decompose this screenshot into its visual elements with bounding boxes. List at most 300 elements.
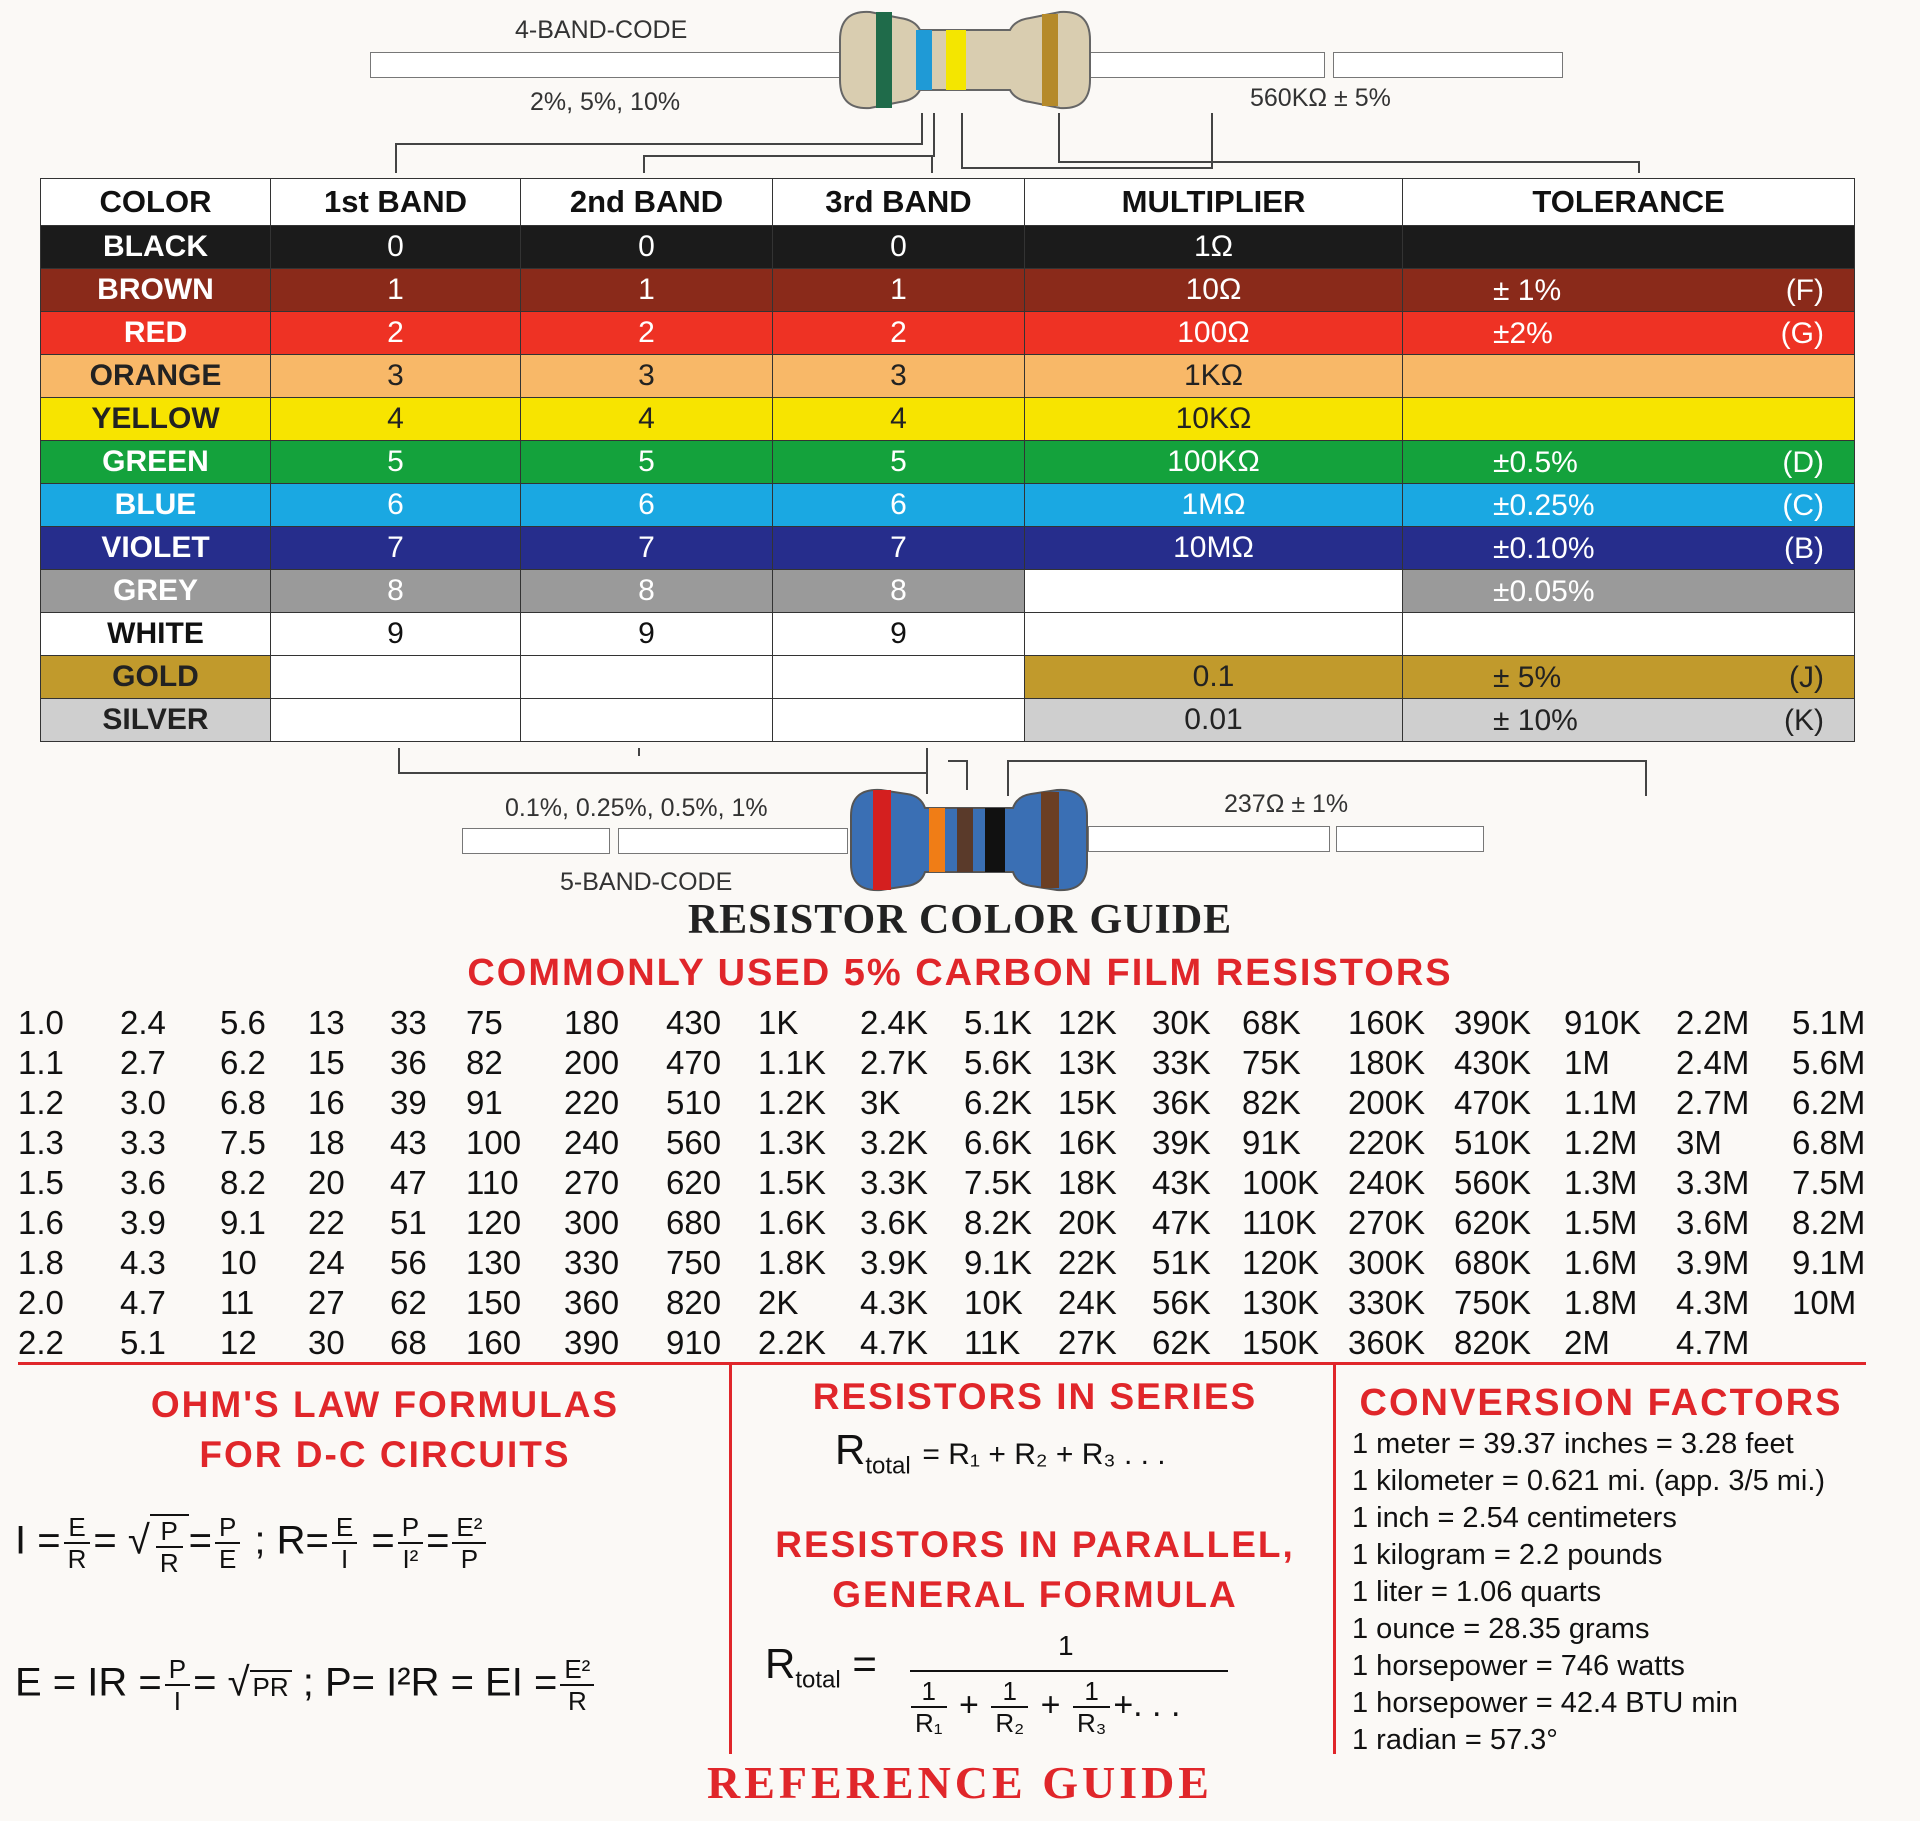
color-name: SILVER bbox=[41, 699, 271, 742]
band3-value: 5 bbox=[773, 441, 1025, 484]
resistor-value: 9.1 bbox=[220, 1204, 266, 1241]
resistor-value: 2.2M bbox=[1676, 1004, 1750, 1041]
tolerance-code: (B) bbox=[1784, 532, 1824, 565]
resistor-value: 1M bbox=[1564, 1044, 1610, 1081]
band2-value: 3 bbox=[521, 355, 773, 398]
resistor-value: 10M bbox=[1792, 1284, 1857, 1321]
resistor-value: 11 bbox=[220, 1284, 255, 1321]
resistor-value: 15 bbox=[308, 1044, 345, 1081]
resistor-value: 6.8 bbox=[220, 1084, 266, 1121]
resistor-value: 2.0 bbox=[18, 1284, 64, 1321]
resistor-value: 3.3K bbox=[860, 1164, 928, 1201]
tolerance-value: ±0.05% bbox=[1493, 575, 1595, 608]
resistor-value: 560 bbox=[666, 1124, 722, 1161]
wire5-band2 bbox=[638, 748, 640, 756]
resistor-value: 16 bbox=[308, 1084, 345, 1121]
table-row bbox=[41, 441, 1855, 484]
header-color: COLOR bbox=[41, 179, 271, 226]
resistor-value: 750K bbox=[1454, 1284, 1532, 1321]
resistor-value: 51K bbox=[1152, 1244, 1211, 1281]
parallel-lhs: $R_{total}$ = bbox=[765, 1640, 877, 1694]
resistor-value: 8.2K bbox=[964, 1204, 1032, 1241]
resistor-value: 2.4M bbox=[1676, 1044, 1750, 1081]
resistor-value: 4.3 bbox=[120, 1244, 166, 1281]
resistor-value: 39K bbox=[1152, 1124, 1211, 1161]
ohms-law-title-1: OHM'S LAW FORMULAS bbox=[150, 1384, 620, 1425]
resistor-value: 43K bbox=[1152, 1164, 1211, 1201]
color-name: BLACK bbox=[41, 226, 271, 269]
band2-value: 7 bbox=[521, 527, 773, 570]
values-column bbox=[564, 1003, 619, 1363]
band3-value: 1 bbox=[773, 269, 1025, 312]
band3-value bbox=[773, 699, 1025, 742]
values-column bbox=[1058, 1003, 1117, 1363]
tolerance-cell bbox=[1403, 613, 1855, 656]
band2-value: 5 bbox=[521, 441, 773, 484]
tolerance-cell bbox=[1403, 441, 1855, 484]
values-column bbox=[666, 1003, 721, 1363]
resistor-value: 91K bbox=[1242, 1124, 1301, 1161]
series-total: total bbox=[865, 1452, 911, 1480]
tolerance-value: ± 10% bbox=[1493, 704, 1578, 737]
resistor-value: 680 bbox=[666, 1204, 722, 1241]
parallel-r: R bbox=[765, 1640, 796, 1687]
resistor-value: 82K bbox=[1242, 1084, 1301, 1121]
resistor-value: 15K bbox=[1058, 1084, 1117, 1121]
conversion-item: 1 kilogram = 2.2 pounds bbox=[1352, 1539, 1663, 1571]
tolerance-cell bbox=[1403, 398, 1855, 441]
table-header-row bbox=[41, 179, 1855, 226]
resistor-value: 3.6K bbox=[860, 1204, 928, 1241]
resistor-value: 1K bbox=[758, 1004, 799, 1041]
resistor-value: 2.7K bbox=[860, 1044, 928, 1081]
resistor-value: 1.1K bbox=[758, 1044, 826, 1081]
resistor-value: 510 bbox=[666, 1084, 722, 1121]
table-row bbox=[41, 398, 1855, 441]
resistor-value: 56K bbox=[1152, 1284, 1211, 1321]
lead-box-right-2 bbox=[1333, 52, 1563, 78]
resistor-value: 24 bbox=[308, 1244, 345, 1281]
tolerance-value: ±0.25% bbox=[1493, 489, 1595, 522]
resistor-value: 1.2M bbox=[1564, 1124, 1638, 1161]
resistor-value: 180K bbox=[1348, 1044, 1426, 1081]
band3-value: 7 bbox=[773, 527, 1025, 570]
multiplier-value: 10MΩ bbox=[1025, 527, 1403, 570]
resistor-value: 1.6M bbox=[1564, 1244, 1638, 1281]
resistor-value: 10K bbox=[964, 1284, 1023, 1321]
values-column bbox=[964, 1003, 1032, 1363]
four-band-tolerance-label: 2%, 5%, 10% bbox=[530, 88, 681, 116]
ohms-law-title-2: FOR D-C CIRCUITS bbox=[199, 1434, 571, 1475]
resistor-value: 200 bbox=[564, 1044, 620, 1081]
parallel-numerator: 1 bbox=[1058, 1630, 1074, 1661]
color-name: GOLD bbox=[41, 656, 271, 699]
resistor-value: 1.5M bbox=[1564, 1204, 1638, 1241]
band1-value: 4 bbox=[271, 398, 521, 441]
band3-value: 0 bbox=[773, 226, 1025, 269]
resistor-value: 1.6 bbox=[18, 1204, 64, 1241]
values-column bbox=[120, 1003, 166, 1363]
resistor-value: 13K bbox=[1058, 1044, 1117, 1081]
five-band-value-label: 237Ω ± 1% bbox=[1224, 790, 1349, 818]
values-column bbox=[308, 1003, 345, 1363]
resistor-value: 240 bbox=[564, 1124, 620, 1161]
resistor-value: 3.6M bbox=[1676, 1204, 1750, 1241]
divider-horizontal bbox=[18, 1362, 1866, 1365]
resistor-value: 5.6M bbox=[1792, 1044, 1866, 1081]
tolerance-cell bbox=[1403, 269, 1855, 312]
resistor-value: 2.2K bbox=[758, 1324, 826, 1361]
resistor-value: 91 bbox=[466, 1084, 503, 1121]
resistor-value: 160K bbox=[1348, 1004, 1426, 1041]
resistor-value: 4.7M bbox=[1676, 1324, 1750, 1361]
resistor-value: 160 bbox=[466, 1324, 522, 1361]
resistor-value: 360K bbox=[1348, 1324, 1426, 1361]
resistor-value: 4.7 bbox=[120, 1284, 166, 1321]
conversion-item: 1 kilometer = 0.621 mi. (app. 3/5 mi.) bbox=[1352, 1465, 1826, 1497]
resistor-value: 56 bbox=[390, 1244, 427, 1281]
band5-3 bbox=[957, 808, 973, 872]
values-column bbox=[1152, 1003, 1211, 1363]
resistor-value: 39 bbox=[390, 1084, 427, 1121]
resistor-value: 430 bbox=[666, 1004, 722, 1041]
conversion-item: 1 horsepower = 42.4 BTU min bbox=[1352, 1687, 1739, 1719]
multiplier-value: 0.01 bbox=[1025, 699, 1403, 742]
resistor-value: 36 bbox=[390, 1044, 427, 1081]
five-band-tolerance-label: 0.1%, 0.25%, 0.5%, 1% bbox=[505, 794, 768, 822]
resistor-value: 62 bbox=[390, 1284, 427, 1321]
resistor-value: 20 bbox=[308, 1164, 345, 1201]
resistor-value: 680K bbox=[1454, 1244, 1532, 1281]
resistor-value: 6.8M bbox=[1792, 1124, 1866, 1161]
resistor-value: 13 bbox=[308, 1004, 345, 1041]
resistor-value: 470K bbox=[1454, 1084, 1532, 1121]
resistor-value: 820 bbox=[666, 1284, 722, 1321]
resistor-value: 1.8K bbox=[758, 1244, 826, 1281]
resistor-value: 430K bbox=[1454, 1044, 1532, 1081]
tolerance-value: ±0.10% bbox=[1493, 532, 1595, 565]
band-2 bbox=[916, 30, 932, 90]
table-row bbox=[41, 269, 1855, 312]
tolerance-cell bbox=[1403, 226, 1855, 269]
resistor-value: 62K bbox=[1152, 1324, 1211, 1361]
resistor-value: 36K bbox=[1152, 1084, 1211, 1121]
parallel-title-2: GENERAL FORMULA bbox=[832, 1574, 1238, 1615]
tolerance-cell bbox=[1403, 527, 1855, 570]
resistor-value: 910K bbox=[1564, 1004, 1642, 1041]
resistor-value bbox=[1792, 1323, 1865, 1363]
resistor-value: 910 bbox=[666, 1324, 722, 1361]
resistor-value: 1.8 bbox=[18, 1244, 64, 1281]
band1-value: 2 bbox=[271, 312, 521, 355]
resistor-value: 180 bbox=[564, 1004, 620, 1041]
resistor-value: 1.3 bbox=[18, 1124, 64, 1161]
band1-value: 7 bbox=[271, 527, 521, 570]
multiplier-value: 1MΩ bbox=[1025, 484, 1403, 527]
resistor-value: 2.7M bbox=[1676, 1084, 1750, 1121]
resistor-value: 1.0 bbox=[18, 1004, 64, 1041]
resistor-value: 1.2 bbox=[18, 1084, 64, 1121]
conversion-item: 1 inch = 2.54 centimeters bbox=[1352, 1502, 1677, 1534]
band-3 bbox=[946, 30, 966, 90]
tolerance-cell bbox=[1403, 312, 1855, 355]
resistor-value: 5.1 bbox=[120, 1324, 166, 1361]
header-2nd-band: 2nd BAND bbox=[521, 179, 773, 226]
tolerance-cell bbox=[1403, 355, 1855, 398]
color-name: BROWN bbox=[41, 269, 271, 312]
resistor-value: 110K bbox=[1242, 1204, 1317, 1241]
lead-box-left bbox=[370, 52, 840, 78]
resistor-value: 7.5 bbox=[220, 1124, 266, 1161]
resistor-value: 24K bbox=[1058, 1284, 1117, 1321]
band1-value: 9 bbox=[271, 613, 521, 656]
resistor-value: 2.2 bbox=[18, 1324, 64, 1361]
resistor-value: 3.9K bbox=[860, 1244, 928, 1281]
resistor-value: 9.1K bbox=[964, 1244, 1032, 1281]
tolerance-cell bbox=[1403, 699, 1855, 742]
resistor-value: 18K bbox=[1058, 1164, 1117, 1201]
table-row bbox=[41, 613, 1855, 656]
color-name: GREEN bbox=[41, 441, 271, 484]
band2-value: 2 bbox=[521, 312, 773, 355]
band1-value: 5 bbox=[271, 441, 521, 484]
multiplier-value bbox=[1025, 613, 1403, 656]
band1-value: 6 bbox=[271, 484, 521, 527]
five-band-code-label: 5-BAND-CODE bbox=[560, 868, 733, 896]
resistor-value: 100K bbox=[1242, 1164, 1320, 1201]
wire5-band1 bbox=[398, 748, 928, 774]
resistor-value: 82 bbox=[466, 1044, 503, 1081]
tolerance-code: (K) bbox=[1784, 704, 1824, 737]
conversion-item: 1 horsepower = 746 watts bbox=[1352, 1650, 1685, 1682]
resistor-value: 27 bbox=[308, 1284, 345, 1321]
resistor-value: 6.2K bbox=[964, 1084, 1032, 1121]
table-row bbox=[41, 570, 1855, 613]
resistor-value: 75 bbox=[466, 1004, 503, 1041]
resistor-value: 8.2M bbox=[1792, 1204, 1866, 1241]
color-name: BLUE bbox=[41, 484, 271, 527]
series-rhs: = R₁ + R₂ + R₃ . . . bbox=[922, 1438, 1166, 1471]
resistor-value: 47 bbox=[390, 1164, 427, 1201]
resistor-value: 8.2 bbox=[220, 1164, 266, 1201]
resistor-value: 1.1M bbox=[1564, 1084, 1638, 1121]
resistor-value: 2M bbox=[1564, 1324, 1610, 1361]
resistor-value: 5.6 bbox=[220, 1004, 266, 1041]
multiplier-value: 100Ω bbox=[1025, 312, 1403, 355]
resistor-value: 2.4 bbox=[120, 1004, 166, 1041]
resistor-value: 1.6K bbox=[758, 1204, 826, 1241]
band-4 bbox=[1042, 14, 1058, 106]
tolerance-cell bbox=[1403, 484, 1855, 527]
resistor-value: 3.0 bbox=[120, 1084, 166, 1121]
resistor-value: 390 bbox=[564, 1324, 620, 1361]
band3-value: 3 bbox=[773, 355, 1025, 398]
lead-box-right-1 bbox=[1080, 52, 1325, 78]
carbon-film-title: COMMONLY USED 5% CARBON FILM RESISTORS bbox=[467, 952, 1453, 994]
conversion-item: 1 meter = 39.37 inches = 3.28 feet bbox=[1352, 1428, 1794, 1460]
resistor-value: 6.6K bbox=[964, 1124, 1032, 1161]
resistor-value: 1.5K bbox=[758, 1164, 826, 1201]
header-multiplier: MULTIPLIER bbox=[1025, 179, 1403, 226]
color-name: ORANGE bbox=[41, 355, 271, 398]
resistor-value: 12 bbox=[220, 1324, 257, 1361]
values-column bbox=[1242, 1003, 1319, 1363]
band2-value: 4 bbox=[521, 398, 773, 441]
resistor-value: 1.8M bbox=[1564, 1284, 1638, 1321]
resistor-value: 51 bbox=[390, 1204, 427, 1241]
resistor-value: 6.2M bbox=[1792, 1084, 1866, 1121]
resistor-value: 4.3M bbox=[1676, 1284, 1750, 1321]
values-column bbox=[1564, 1003, 1641, 1363]
four-band-resistor-icon bbox=[830, 0, 1100, 120]
resistor-value: 150 bbox=[466, 1284, 522, 1321]
resistor-value: 3K bbox=[860, 1084, 901, 1121]
parallel-denominator: $\frac{1}{\text{R₁}}$ + $\frac{1}{\text{R₂}}$ + $\frac{1}{\text{R₃}}$ +. . . bbox=[908, 1676, 1180, 1738]
tolerance-value: ± 1% bbox=[1493, 274, 1562, 307]
resistor-value: 18 bbox=[308, 1124, 345, 1161]
values-column bbox=[1676, 1003, 1749, 1363]
tolerance-code: (J) bbox=[1789, 661, 1824, 694]
band3-value: 6 bbox=[773, 484, 1025, 527]
tolerance-code: (C) bbox=[1782, 489, 1824, 522]
tolerance-code: (G) bbox=[1780, 317, 1824, 350]
parallel-fraction-bar bbox=[910, 1670, 1228, 1672]
color-name: GREY bbox=[41, 570, 271, 613]
resistor-value: 130K bbox=[1242, 1284, 1320, 1321]
lead5-box-left-2 bbox=[618, 828, 848, 854]
resistor-value: 270 bbox=[564, 1164, 620, 1201]
band1-value: 8 bbox=[271, 570, 521, 613]
multiplier-value: 10KΩ bbox=[1025, 398, 1403, 441]
parallel-total: total bbox=[795, 1666, 841, 1694]
resistor-value: 510K bbox=[1454, 1124, 1532, 1161]
resistor-value: 3M bbox=[1676, 1124, 1722, 1161]
resistor-value: 130 bbox=[466, 1244, 522, 1281]
band3-value: 2 bbox=[773, 312, 1025, 355]
conversion-item: 1 ounce = 28.35 grams bbox=[1352, 1613, 1650, 1645]
parallel-dots: +. . . bbox=[1113, 1685, 1181, 1724]
resistor-value: 7.5M bbox=[1792, 1164, 1866, 1201]
resistor-value: 300 bbox=[564, 1204, 620, 1241]
wire-band4-down bbox=[1638, 161, 1640, 173]
band5-5 bbox=[1041, 792, 1059, 888]
band5-4 bbox=[985, 808, 1005, 872]
resistor-value: 1.2K bbox=[758, 1084, 826, 1121]
color-name: VIOLET bbox=[41, 527, 271, 570]
resistor-value: 16K bbox=[1058, 1124, 1117, 1161]
values-column bbox=[220, 1003, 266, 1363]
header-3rd-band: 3rd BAND bbox=[773, 179, 1025, 226]
resistor-value: 22 bbox=[308, 1204, 345, 1241]
resistor-value: 9.1M bbox=[1792, 1244, 1866, 1281]
resistor-value: 270K bbox=[1348, 1204, 1426, 1241]
conversion-item: 1 liter = 1.06 quarts bbox=[1352, 1576, 1602, 1608]
ohms-formula-e-p: E = IR = $\frac{P}{I}$ = √ PR ; P= I²R = EI = $\frac{\text{E²}}{R}$ bbox=[15, 1654, 597, 1716]
lead5-box-left-1 bbox=[462, 828, 610, 854]
reference-guide-title: REFERENCE GUIDE bbox=[706, 1757, 1213, 1808]
resistor-value: 390K bbox=[1454, 1004, 1532, 1041]
conversion-title: CONVERSION FACTORS bbox=[1359, 1382, 1843, 1424]
resistor-value: 3.3 bbox=[120, 1124, 166, 1161]
resistor-value: 6.2 bbox=[220, 1044, 266, 1081]
resistor-value: 220 bbox=[564, 1084, 620, 1121]
tolerance-cell bbox=[1403, 570, 1855, 613]
tolerance-cell bbox=[1403, 656, 1855, 699]
table-row bbox=[41, 484, 1855, 527]
resistor-value: 200K bbox=[1348, 1084, 1426, 1121]
values-column bbox=[758, 1003, 826, 1363]
resistor-value: 68 bbox=[390, 1324, 427, 1361]
band2-value bbox=[521, 656, 773, 699]
resistor-value: 10 bbox=[220, 1244, 257, 1281]
resistor-value: 5.6K bbox=[964, 1044, 1032, 1081]
band3-value: 8 bbox=[773, 570, 1025, 613]
series-title: RESISTORS IN SERIES bbox=[812, 1376, 1258, 1417]
resistor-value: 30K bbox=[1152, 1004, 1211, 1041]
tolerance-code: (F) bbox=[1785, 274, 1824, 307]
resistor-value: 33 bbox=[390, 1004, 427, 1041]
resistor-value: 560K bbox=[1454, 1164, 1532, 1201]
resistor-value: 3.2K bbox=[860, 1124, 928, 1161]
band2-value: 1 bbox=[521, 269, 773, 312]
band2-value bbox=[521, 699, 773, 742]
resistor-value: 11K bbox=[964, 1324, 1021, 1361]
values-column bbox=[860, 1003, 928, 1363]
values-column bbox=[1454, 1003, 1531, 1363]
four-band-code-label: 4-BAND-CODE bbox=[515, 16, 688, 44]
multiplier-value: 10Ω bbox=[1025, 269, 1403, 312]
ohms-formula-i-r: I = $\frac{E}{R}$ = √ $\frac{P}{R}$ = $\frac{P}{E}$ ; R= $\frac{E}{I}$ = $\frac{P}{\text{I²}}$ = $\frac{\text{E²}}{P}$ bbox=[15, 1512, 489, 1578]
resistor-value: 43 bbox=[390, 1124, 427, 1161]
resistor-value: 12K bbox=[1058, 1004, 1117, 1041]
multiplier-value bbox=[1025, 570, 1403, 613]
band3-value: 4 bbox=[773, 398, 1025, 441]
wire-band2-up bbox=[933, 113, 935, 157]
resistor-value: 3.6 bbox=[120, 1164, 166, 1201]
band2-value: 6 bbox=[521, 484, 773, 527]
values-column bbox=[18, 1003, 64, 1363]
five-band-resistor-icon bbox=[845, 782, 1095, 898]
lead5-box-right-1 bbox=[1088, 826, 1330, 852]
band3-value: 9 bbox=[773, 613, 1025, 656]
resistor-value: 3.9M bbox=[1676, 1244, 1750, 1281]
band1-value: 0 bbox=[271, 226, 521, 269]
resistor-value: 330 bbox=[564, 1244, 620, 1281]
resistor-value: 47K bbox=[1152, 1204, 1211, 1241]
table-row bbox=[41, 527, 1855, 570]
resistor-value: 2K bbox=[758, 1284, 799, 1321]
resistor-value: 4.3K bbox=[860, 1284, 928, 1321]
color-name: YELLOW bbox=[41, 398, 271, 441]
resistor-value: 2.4K bbox=[860, 1004, 928, 1041]
values-column bbox=[1348, 1003, 1425, 1363]
resistor-value: 22K bbox=[1058, 1244, 1117, 1281]
table-row bbox=[41, 312, 1855, 355]
resistor-value: 5.1M bbox=[1792, 1004, 1866, 1041]
table-row bbox=[41, 699, 1855, 742]
band1-value bbox=[271, 699, 521, 742]
resistor-value: 3.3M bbox=[1676, 1164, 1750, 1201]
tolerance-value: ±2% bbox=[1493, 317, 1553, 350]
header-1st-band: 1st BAND bbox=[271, 179, 521, 226]
band3-value bbox=[773, 656, 1025, 699]
tolerance-value: ±0.5% bbox=[1493, 446, 1578, 479]
band5-1 bbox=[873, 790, 891, 890]
parallel-title-1: RESISTORS IN PARALLEL, bbox=[775, 1524, 1295, 1565]
resistor-color-guide-title: RESISTOR COLOR GUIDE bbox=[687, 897, 1233, 943]
color-name: RED bbox=[41, 312, 271, 355]
table-row bbox=[41, 355, 1855, 398]
